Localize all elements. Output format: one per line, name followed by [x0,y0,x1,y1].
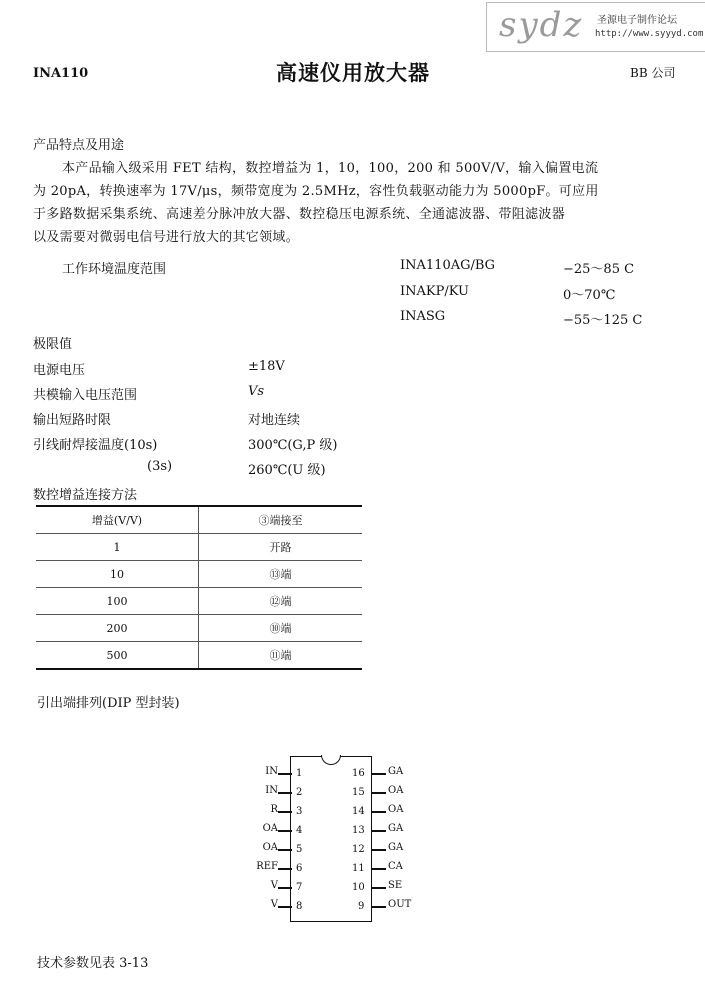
table-cell: ⑪端 [199,642,363,670]
paragraph-line: 以及需要对微弱电信号进行放大的其它领域。 [33,230,300,245]
pin-number: 16 [352,768,365,779]
pin-number: 11 [352,863,365,874]
pin-number: 15 [352,787,365,798]
limit-value: 300℃(G,P 级) [248,438,338,453]
table-cell: 开路 [199,534,363,561]
temp-range: 0～70℃ [563,288,616,303]
table-header-cell: 增益(V/V) [36,506,199,534]
watermark [486,2,705,52]
temp-model: INAKP/KU [400,284,469,299]
temp-range-label: 工作环境温度范围 [62,262,167,277]
watermark-url: http://www.syyyd.com [595,29,704,39]
temp-model: INASG [400,309,446,324]
limit-value: 260℃(U 级) [248,463,326,478]
table-cell: 10 [36,561,199,588]
table-row [36,561,362,588]
pin-number: 8 [296,901,303,912]
table-row [36,534,362,561]
limit-label: 引线耐焊接温度(10s) [33,438,158,453]
limit-label: 共模输入电压范围 [33,388,138,403]
table-cell: 200 [36,615,199,642]
temp-range: −25～85 C [563,262,635,277]
pin-label: V [270,899,278,910]
limit-label: (3s) [147,459,173,474]
table-header-row [36,506,362,534]
pin-number: 12 [352,844,365,855]
pin-label: IN [265,785,278,796]
table-header-cell: ③端接至 [199,506,363,534]
watermark-logo: sydz [499,5,584,45]
pin-number: 7 [296,882,303,893]
pin-lead [278,887,292,889]
pin-lead [278,906,292,908]
table-cell: 1 [36,534,199,561]
paragraph-line: 本产品输入级采用 FET 结构，数控增益为 1，10，100，200 和 500V/V，输入偏置电流 [62,161,599,176]
table-row [36,615,362,642]
pin-lead [372,887,386,889]
pin-label: OA [388,804,404,815]
limit-value: 对地连续 [248,413,301,428]
gain-table [36,505,362,670]
pinout-heading: 引出端排列(DIP 型封装) [37,696,180,711]
pin-lead [278,773,292,775]
pin-lead [372,811,386,813]
temp-range: −55～125 C [563,313,643,328]
limits-heading: 极限值 [33,337,73,352]
limit-label: 输出短路时限 [33,413,112,428]
limit-value: ±18V [248,359,285,374]
gain-table-heading: 数控增益连接方法 [33,488,138,503]
pin-label: R [270,804,278,815]
pin-label: CA [388,861,403,872]
pin-label: OA [262,842,278,853]
pin-number: 14 [352,806,365,817]
pin-number: 4 [296,825,303,836]
pin-label: REF [256,861,278,872]
features-heading: 产品特点及用途 [33,138,125,153]
pin-label: OA [388,785,404,796]
pin-label: GA [388,823,404,834]
table-cell: 500 [36,642,199,670]
pin-lead [372,830,386,832]
pin-lead [372,849,386,851]
table-cell: 100 [36,588,199,615]
pin-label: SE [388,880,403,891]
pin-number: 1 [296,768,303,779]
pin-number: 3 [296,806,303,817]
pin-lead [278,811,292,813]
pin-lead [278,868,292,870]
pin-number: 6 [296,863,303,874]
pin-number: 2 [296,787,303,798]
pin-number: 9 [358,901,365,912]
part-number: INA110 [33,66,89,81]
pin-lead [372,773,386,775]
company: BB 公司 [630,66,676,80]
pin-label: V [270,880,278,891]
pin-label: OA [262,823,278,834]
table-cell: ⑬端 [199,561,363,588]
pin-label: IN [265,766,278,777]
pin-lead [372,868,386,870]
pin-lead [372,792,386,794]
pin-lead [372,906,386,908]
paragraph-line: 为 20pA，转换速率为 17V/μs，频带宽度为 2.5MHz，容性负载驱动能力为 5000pF。可应用 [33,184,599,199]
table-row [36,642,362,670]
table-row [36,588,362,615]
limit-value: Vs [248,384,265,399]
table-cell: ⑫端 [199,588,363,615]
pin-number: 10 [352,882,365,893]
paragraph-line: 于多路数据采集系统、高速差分脉冲放大器、数控稳压电源系统、全通滤波器、带阻滤波器 [33,207,566,222]
page-title: 高速仪用放大器 [276,60,430,85]
footer-note: 技术参数见表 3-13 [37,956,149,971]
pin-label: GA [388,766,404,777]
pin-label: GA [388,842,404,853]
temp-model: INA110AG/BG [400,258,496,273]
pin-lead [278,849,292,851]
dip-package-body [290,756,372,922]
features-paragraph [33,157,678,249]
limit-label: 电源电压 [33,363,86,378]
pin-lead [278,830,292,832]
table-cell: ⑩端 [199,615,363,642]
pin-number: 5 [296,844,303,855]
pin-lead [278,792,292,794]
pin-label: OUT [388,899,412,910]
watermark-site-name: 圣源电子制作论坛 [597,15,677,26]
pin-number: 13 [352,825,365,836]
